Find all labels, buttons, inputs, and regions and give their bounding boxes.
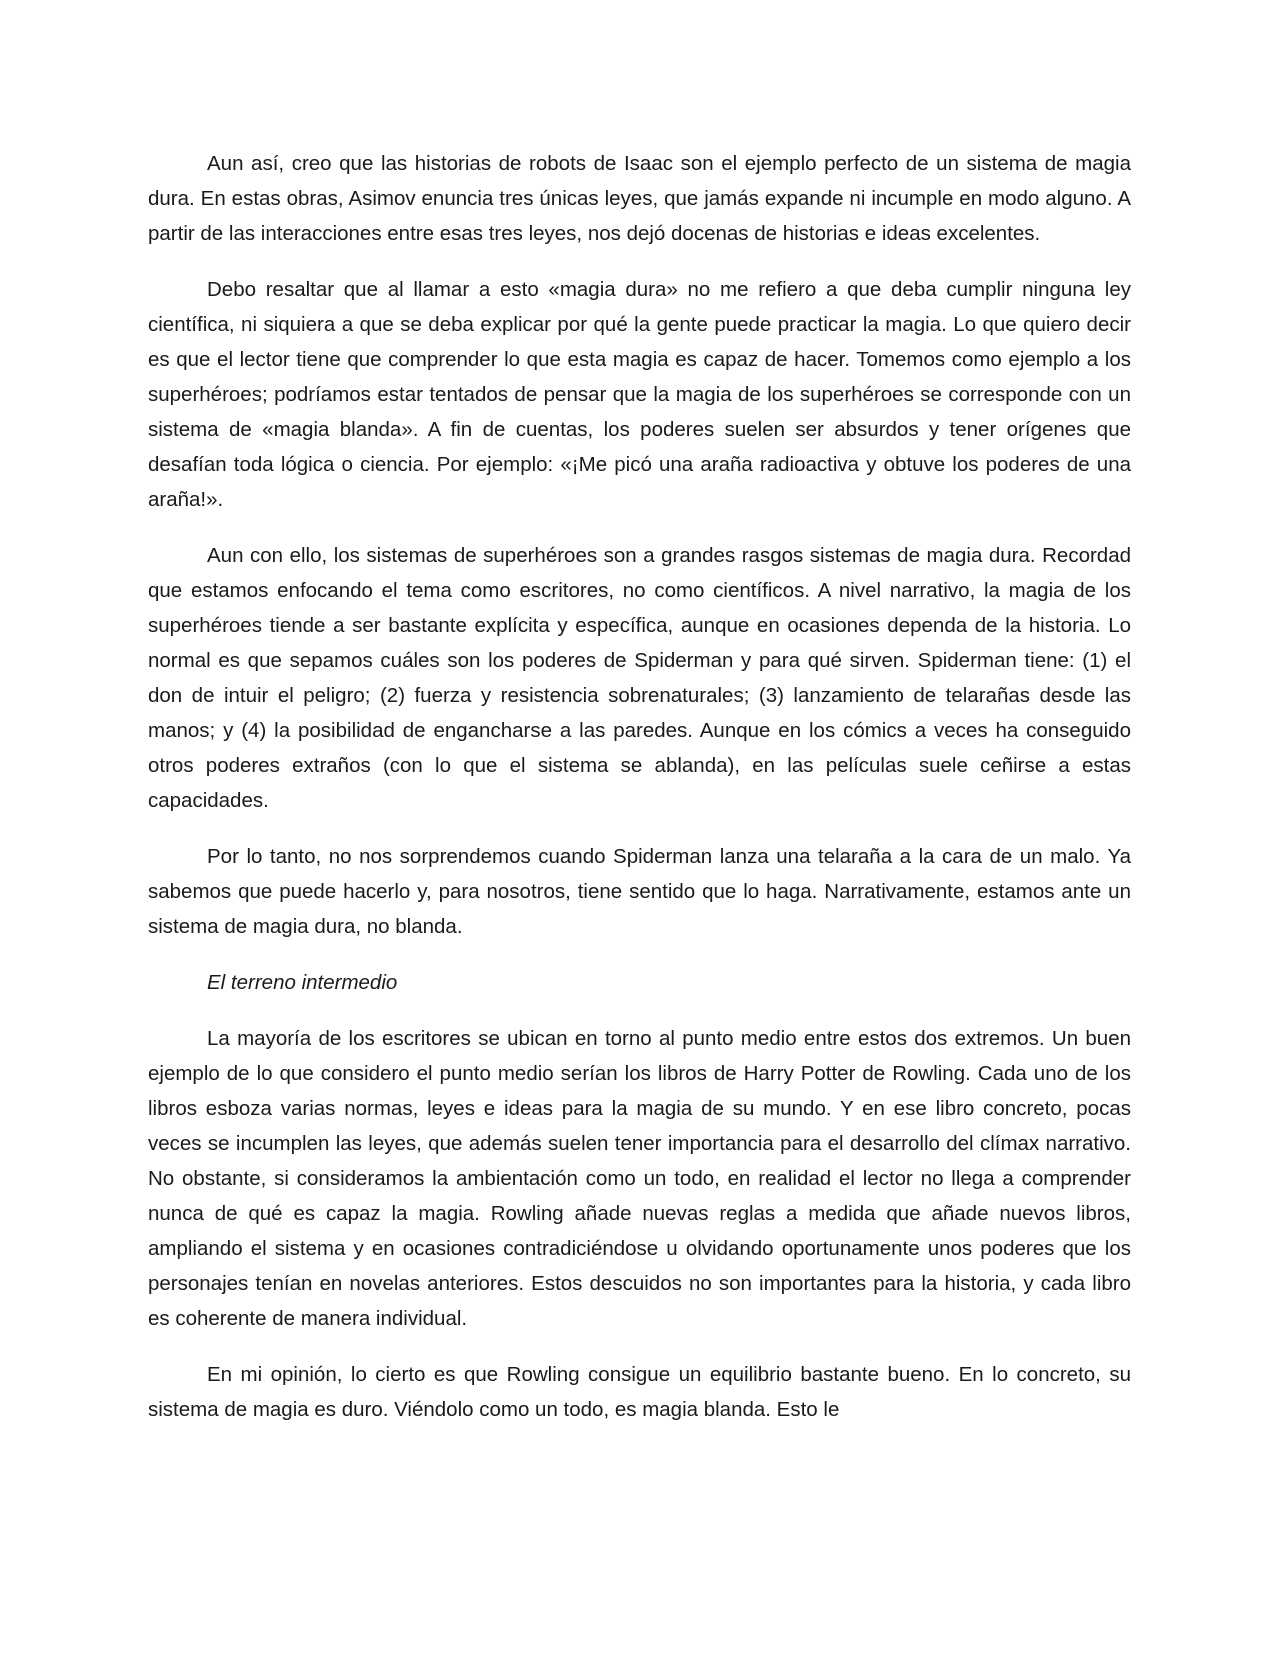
paragraph-hard-magic-definition: Debo resaltar que al llamar a esto «magia dura» no me refiero a que deba cumplir ninguna ley científica, ni siquiera a que se deba explicar por qué la gente puede practicar la magia. Lo que quiero decir es que el lector tiene que comprender lo que esta magia es capaz de hacer. Tomemos como ejemplo a los superhéroes; podríamos estar tentados de pensar que la magia de los superhéroes se corresponde con un sistema de «magia blanda». A fin de cuentas, los poderes suelen ser absurdos y tener orígenes que desafían toda lógica o ciencia. Por ejemplo: «¡Me picó una araña radioactiva y obtuve los poderes de una araña!». [148, 278, 1131, 511]
section-heading: El terreno intermedio [207, 971, 398, 994]
paragraph-rowling-balance: En mi opinión, lo cierto es que Rowling consigue un equilibrio bastante bueno. En lo concreto, su sistema de magia es duro. Viéndolo como un todo, es magia blanda. Esto le [148, 1363, 1131, 1421]
page-text [148, 146, 1131, 1448]
paragraph-superheroes: Aun con ello, los sistemas de superhéroes son a grandes rasgos sistemas de magia dura. Recordad que estamos enfocando el tema como escritores, no como científicos. A nivel narrativo, la magia de los superhéroes tiende a ser bastante explícita y específica, aunque en ocasiones dependa de la historia. Lo normal es que sepamos cuáles son los poderes de Spiderman y para qué sirven. Spiderman tiene: (1) el don de intuir el peligro; (2) fuerza y resistencia sobrenaturales; (3) lanzamiento de telarañas desde las manos; y (4) la posibilidad de engancharse a las paredes. Aunque en los cómics a veces ha conseguido otros poderes extraños (con lo que el sistema se ablanda), en las películas suele ceñirse a estas capacidades. [148, 544, 1131, 812]
paragraph-asimov: Aun así, creo que las historias de robots de Isaac son el ejemplo perfecto de un sistema de magia dura. En estas obras, Asimov enuncia tres únicas leyes, que jamás expande ni incumple en modo alguno. A partir de las interacciones entre esas tres leyes, nos dejó docenas de historias e ideas excelentes. [148, 152, 1131, 245]
paragraph-spiderman: Por lo tanto, no nos sorprendemos cuando Spiderman lanza una telaraña a la cara de un malo. Ya sabemos que puede hacerlo y, para nosotros, tiene sentido que lo haga. Narrativamente, estamos ante un sistema de magia dura, no blanda. [148, 845, 1131, 938]
paragraph-middle-ground: La mayoría de los escritores se ubican en torno al punto medio entre estos dos extremos. Un buen ejemplo de lo que considero el punto medio serían los libros de Harry Potter de Rowling. Cada uno de los libros esboza varias normas, leyes e ideas para la magia de su mundo. Y en ese libro concreto, pocas veces se incumplen las leyes, que además suelen tener importancia para el desarrollo del clímax narrativo. No obstante, si consideramos la ambientación como un todo, en realidad el lector no llega a comprender nunca de qué es capaz la magia. Rowling añade nuevas reglas a medida que añade nuevos libros, ampliando el sistema y en ocasiones contradiciéndose u olvidando oportunamente unos poderes que los personajes tenían en novelas anteriores. Estos descuidos no son importantes para la historia, y cada libro es coherente de manera individual. [148, 1027, 1131, 1330]
